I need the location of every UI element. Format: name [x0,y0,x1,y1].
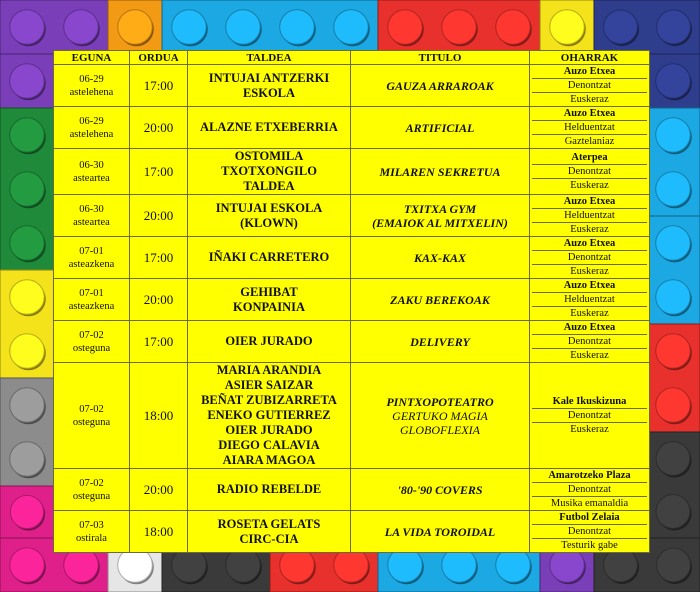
group-cell [188,469,351,511]
date-value: 06-29 [79,115,104,127]
lego-brick [0,54,54,108]
note-line: Helduentzat [532,120,647,134]
weekday-value: osteguna [72,490,111,502]
group-name: OSTOMILA [234,149,304,163]
schedule-row [54,65,650,107]
notes-cell [530,149,650,195]
group-name: DIEGO CALAVIA [218,438,320,452]
header-group: TALDEA [188,51,351,65]
time-cell: 17:00 [130,237,188,279]
lego-brick [646,324,700,432]
lego-brick [0,270,54,378]
lego-brick [646,216,700,324]
title-cell [351,65,530,107]
show-title: GAUZA ARRAROAK [386,78,494,93]
date-cell [54,237,130,279]
lego-brick [646,108,700,216]
note-line: Kale Ikuskizuna [552,396,627,407]
show-title: '80-'90 COVERS [397,482,483,497]
title-cell [351,279,530,321]
notes-cell [530,195,650,237]
date-value: 06-30 [79,159,104,171]
group-name: TALDEA [243,179,295,193]
title-cell [351,107,530,149]
date-value: 07-02 [79,329,104,341]
schedule-row [54,321,650,363]
schedule-row [54,363,650,469]
notes-cell [530,107,650,149]
note-line: Auzo Etxea [563,108,616,119]
weekday-value: osteguna [72,342,111,354]
notes-cell [530,237,650,279]
group-name: INTUJAI ESKOLA [215,200,323,215]
note-line: Euskeraz [532,222,647,236]
lego-brick [540,0,594,54]
title-cell [351,321,530,363]
group-cell [188,511,351,553]
schedule-table [53,50,650,553]
note-line: Euskeraz [532,264,647,278]
note-line: Denontzat [532,524,647,538]
time-cell: 20:00 [130,107,188,149]
weekday-value: asteazkena [68,258,115,270]
note-line: Auzo Etxea [563,280,616,291]
group-cell [188,363,351,469]
group-name: ASIER SAIZAR [224,378,314,392]
time-cell: 20:00 [130,469,188,511]
note-line: Denontzat [532,250,647,264]
group-name: ALAZNE ETXEBERRIA [200,120,338,134]
date-value: 07-01 [79,287,104,299]
show-title: KAX-KAX [413,250,467,265]
date-cell [54,363,130,469]
note-line: Euskeraz [532,422,647,436]
lego-brick [0,378,54,486]
header-time: ORDUA [130,51,188,65]
weekday-value: asteartea [73,172,110,184]
show-title: PINTXOPOTEATRO [386,394,494,409]
group-cell [188,237,351,279]
schedule-row [54,237,650,279]
show-title: GLOBOFLEXIA [400,422,480,437]
date-value: 07-03 [79,519,104,531]
title-cell [351,149,530,195]
lego-brick [108,0,162,54]
group-name: CIRC-CIA [239,531,299,546]
time-cell: 17:00 [130,149,188,195]
note-line: Denontzat [532,78,647,92]
note-line: Futbol Zelaia [559,512,620,523]
group-name: OIER JURADO [225,423,313,437]
date-value: 07-02 [79,403,104,415]
title-cell [351,363,530,469]
note-line: Amarotzeko Plaza [548,470,631,481]
schedule-row [54,195,650,237]
lego-brick [0,486,54,538]
lego-brick [646,54,700,108]
date-cell [54,511,130,553]
note-line: Musika emanaldia [532,496,647,510]
note-line: Auzo Etxea [563,196,616,207]
date-cell [54,195,130,237]
note-line: Auzo Etxea [563,238,616,249]
group-name: OIER JURADO [225,334,313,348]
date-cell [54,279,130,321]
title-cell [351,511,530,553]
date-cell [54,469,130,511]
lego-brick [0,108,54,270]
notes-cell [530,363,650,469]
header-date: EGUNA [54,51,130,65]
note-line: Euskeraz [532,306,647,320]
note-line: Auzo Etxea [563,66,616,77]
lego-brick [646,432,700,538]
note-line: Aterpea [571,152,608,163]
show-title: TXITXA GYM [403,201,477,216]
group-cell [188,279,351,321]
note-line: Euskeraz [532,178,647,192]
title-cell [351,195,530,237]
weekday-value: asteartea [73,216,110,228]
date-value: 07-01 [79,245,104,257]
note-line: Denontzat [532,164,647,178]
group-name: ENEKO GUTIERREZ [207,408,331,422]
note-line: Testurik gabe [532,538,647,552]
group-name: AIARA MAGOA [222,453,316,467]
weekday-value: astelehena [69,86,114,98]
date-value: 06-30 [79,203,104,215]
note-line: Auzo Etxea [563,322,616,333]
group-cell [188,195,351,237]
notes-cell [530,279,650,321]
weekday-value: astelehena [69,128,114,140]
group-name: INTUJAI ANTZERKI [208,70,330,85]
group-name: ESKOLA [242,85,296,100]
date-cell [54,107,130,149]
group-name: BEÑAT ZUBIZARRETA [201,393,337,407]
lego-brick [0,0,108,54]
show-title: ZAKU BEREKOAK [390,292,490,307]
weekday-value: osteguna [72,416,111,428]
group-cell [188,65,351,107]
schedule-body [54,65,650,553]
note-line: Denontzat [532,482,647,496]
date-cell [54,149,130,195]
date-value: 06-29 [79,73,104,85]
notes-cell [530,65,650,107]
time-cell: 18:00 [130,363,188,469]
header-title: TITULO [351,51,530,65]
schedule-row [54,279,650,321]
note-line: Euskeraz [532,92,647,106]
note-line: Euskeraz [532,348,647,362]
notes-cell [530,511,650,553]
title-cell [351,237,530,279]
lego-brick [162,0,378,54]
schedule-row [54,107,650,149]
note-line: Helduentzat [532,292,647,306]
show-title: LA VIDA TOROIDAL [384,524,496,539]
schedule-row [54,149,650,195]
show-title: DELIVERY [410,334,470,349]
date-value: 07-02 [79,477,104,489]
show-title: (EMAIOK AL MITXELIN) [372,215,508,230]
weekday-value: asteazkena [68,300,115,312]
note-line: Gaztelaniaz [532,134,647,148]
group-name: RADIO REBELDE [216,482,322,496]
notes-cell [530,321,650,363]
time-cell: 17:00 [130,65,188,107]
group-name: MARIA ARANDIA [216,363,322,377]
weekday-value: ostirala [76,532,107,544]
show-title: MILAREN SEKRETUA [379,164,501,179]
schedule-row [54,469,650,511]
group-cell [188,107,351,149]
note-line: Denontzat [532,334,647,348]
note-line: Helduentzat [532,208,647,222]
group-name: GEHIBAT [240,284,298,299]
time-cell: 18:00 [130,511,188,553]
time-cell: 17:00 [130,321,188,363]
schedule-row [54,511,650,553]
show-title: GERTUKO MAGIA [392,408,488,423]
time-cell: 20:00 [130,195,188,237]
group-name: TXOTXONGILO [221,164,317,178]
note-line: Denontzat [532,408,647,422]
show-title: ARTIFICIAL [405,120,475,135]
date-cell [54,65,130,107]
time-cell: 20:00 [130,279,188,321]
lego-brick [594,0,700,54]
group-name: (KLOWN) [240,215,298,230]
group-name: IÑAKI CARRETERO [208,250,330,264]
date-cell [54,321,130,363]
group-cell [188,321,351,363]
group-name: KONPAINIA [233,299,305,314]
group-cell [188,149,351,195]
header-notes: OHARRAK [530,51,650,65]
schedule-header [54,51,650,65]
lego-brick [378,0,540,54]
notes-cell [530,469,650,511]
title-cell [351,469,530,511]
group-name: ROSETA GELATS [217,516,321,531]
